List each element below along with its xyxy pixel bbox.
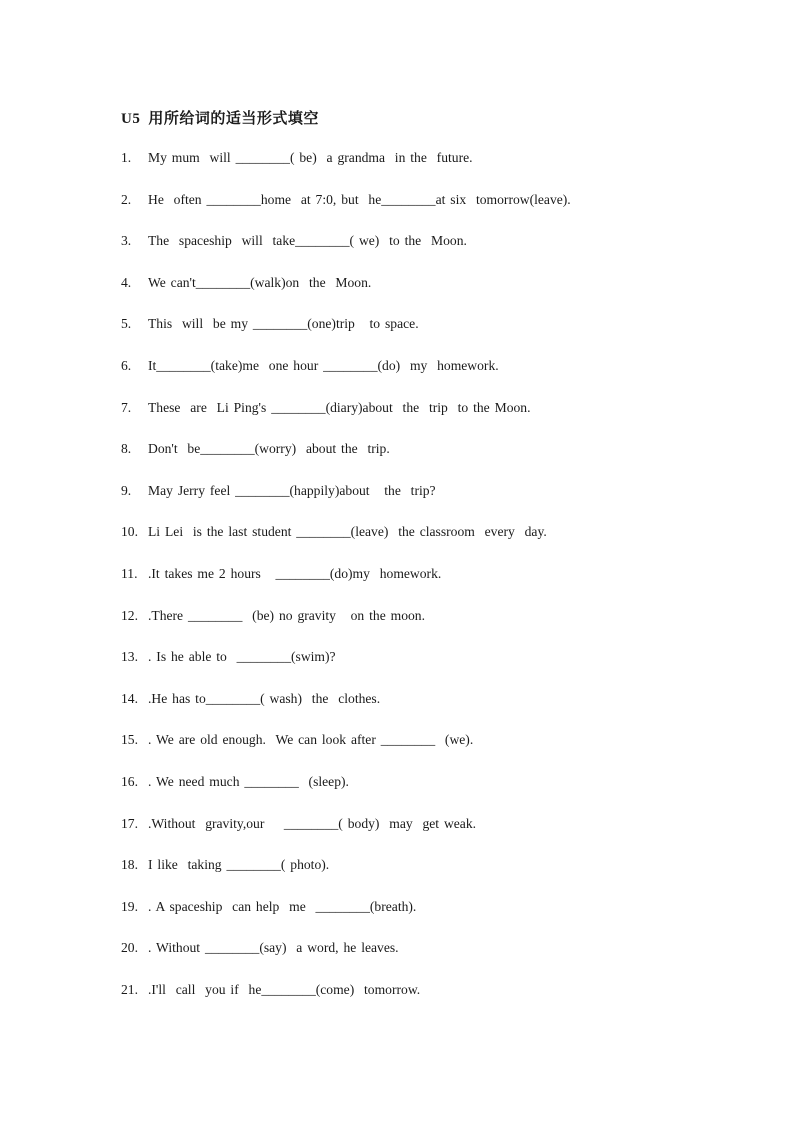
question-text: These are Li Ping's ________(diary)about the trip to the Moon. [148, 399, 531, 415]
question-11 [121, 564, 741, 606]
question-text: .He has to________( wash) the clothes. [148, 690, 381, 706]
question-text: He often ________home at 7:0, but he________at six tomorrow(leave). [148, 191, 571, 207]
question-number: 2. [121, 191, 132, 207]
question-text: . A spaceship can help me ________(breath). [148, 898, 417, 914]
question-number: 6. [121, 357, 132, 373]
question-8 [121, 439, 741, 481]
question-number: 5. [121, 316, 132, 332]
question-3 [121, 231, 741, 273]
question-number: 4. [121, 274, 132, 290]
question-13 [121, 647, 741, 689]
question-number: 18. [121, 857, 138, 873]
question-text: .It takes me 2 hours ________(do)my homework. [148, 565, 442, 581]
question-10 [121, 522, 741, 564]
question-number: 8. [121, 441, 132, 457]
question-19 [121, 897, 741, 939]
question-number: 10. [121, 524, 138, 540]
question-number: 1. [121, 150, 132, 165]
question-9 [121, 481, 741, 523]
question-number: 17. [121, 815, 138, 831]
question-number: 11. [121, 565, 138, 581]
question-number: 19. [121, 898, 138, 914]
question-2 [121, 190, 741, 232]
question-17 [121, 814, 741, 856]
question-text: .I'll call you if he________(come) tomorrow. [148, 981, 421, 997]
instruction-text: 用所给词的适当形式填空 [148, 109, 319, 127]
question-20 [121, 938, 741, 980]
question-7 [121, 398, 741, 440]
question-text: . We need much ________ (sleep). [148, 773, 349, 789]
question-number: 12. [121, 607, 138, 623]
question-14 [121, 689, 741, 731]
question-15 [121, 730, 741, 772]
question-number: 13. [121, 649, 138, 665]
unit-label: U5 [121, 111, 141, 127]
question-text: . Is he able to ________(swim)? [148, 649, 336, 665]
question-text: Don't be________(worry) about the trip. [148, 441, 390, 457]
question-number: 7. [121, 399, 132, 415]
question-12 [121, 606, 741, 648]
page-title [121, 107, 319, 128]
question-text: This will be my ________(one)trip to space. [148, 316, 419, 332]
question-text: The spaceship will take________( we) to the Moon. [148, 233, 467, 249]
question-number: 16. [121, 773, 138, 789]
question-number: 9. [121, 482, 132, 498]
question-text: May Jerry feel ________(happily)about the trip? [148, 482, 436, 498]
question-6 [121, 356, 741, 398]
question-text: .Without gravity,our ________( body) may get weak. [148, 815, 477, 831]
question-text: . Without ________(say) a word, he leaves. [148, 940, 399, 956]
question-number: 3. [121, 233, 132, 249]
question-text: We can't________(walk)on the Moon. [148, 274, 372, 290]
question-number: 14. [121, 690, 138, 706]
question-number: 21. [121, 981, 138, 997]
question-text: . We are old enough. We can look after ________ (we). [148, 732, 474, 748]
question-5 [121, 314, 741, 356]
question-list [121, 148, 741, 1021]
question-18 [121, 855, 741, 897]
question-1 [121, 148, 741, 190]
question-4 [121, 273, 741, 315]
question-text: .There ________ (be) no gravity on the moon. [148, 607, 425, 623]
question-16 [121, 772, 741, 814]
question-number: 20. [121, 940, 138, 956]
question-text: I like taking ________( photo). [148, 857, 330, 873]
question-text: Li Lei is the last student ________(leave) the classroom every day. [148, 524, 547, 540]
question-text: My mum will ________( be) a grandma in the future. [148, 150, 473, 165]
question-number: 15. [121, 732, 138, 748]
question-text: It________(take)me one hour ________(do) my homework. [148, 357, 499, 373]
question-21 [121, 980, 741, 1022]
